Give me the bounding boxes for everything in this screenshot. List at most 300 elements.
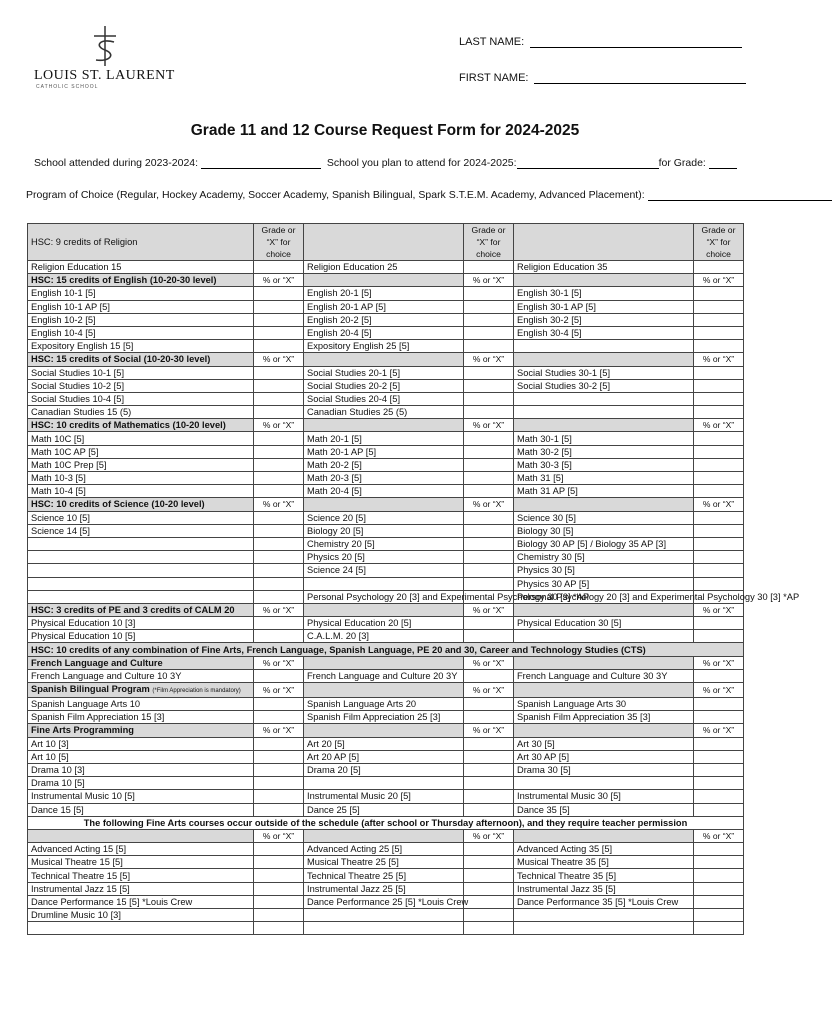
- program-label: Program of Choice (Regular, Hockey Academy, Soccer Academy, Spanish Bilingual, Spark S.T.E.M. Academy, Advanced Placement):: [26, 189, 645, 201]
- grade-input-cell[interactable]: [694, 524, 744, 537]
- course-cell: Physics 30 AP [5]: [514, 577, 694, 590]
- course-cell: [28, 564, 254, 577]
- grade-input-cell[interactable]: [464, 366, 514, 379]
- course-cell: [28, 537, 254, 550]
- table-row: [28, 287, 744, 300]
- grade-input-cell[interactable]: [254, 564, 304, 577]
- course-cell: Musical Theatre 25 [5]: [304, 856, 464, 869]
- table-row: [28, 564, 744, 577]
- course-cell: [28, 577, 254, 590]
- fine-arts-note: The following Fine Arts courses occur outside of the schedule (after school or Thursday afternoon), and they require teacher permission: [28, 816, 744, 829]
- grade-input-cell[interactable]: [694, 777, 744, 790]
- percent-or-x-label: % or “X”: [694, 603, 744, 616]
- grade-input-cell[interactable]: [694, 537, 744, 550]
- course-cell: Religion Education 15: [28, 261, 254, 274]
- course-cell: Math 20-3 [5]: [304, 472, 464, 485]
- grade-input-cell[interactable]: [254, 472, 304, 485]
- grade-input-cell[interactable]: [694, 750, 744, 763]
- table-row: [28, 340, 744, 353]
- percent-or-x-label: % or “X”: [694, 274, 744, 287]
- grade-input-cell[interactable]: [254, 895, 304, 908]
- grade-input-cell[interactable]: [694, 698, 744, 711]
- course-cell: [28, 551, 254, 564]
- percent-or-x-label: % or “X”: [254, 829, 304, 842]
- course-cell: Musical Theatre 15 [5]: [28, 856, 254, 869]
- grade-input-cell[interactable]: [464, 485, 514, 498]
- table-row: [28, 698, 744, 711]
- course-cell: Musical Theatre 35 [5]: [514, 856, 694, 869]
- grade-input-cell[interactable]: [254, 711, 304, 724]
- course-cell: Instrumental Jazz 25 [5]: [304, 882, 464, 895]
- section-title: [28, 683, 254, 698]
- grade-input-cell[interactable]: [694, 340, 744, 353]
- program-line: [26, 189, 832, 201]
- grade-input-cell[interactable]: [694, 511, 744, 524]
- grade-input-cell[interactable]: [694, 909, 744, 922]
- section-header-row: [28, 683, 744, 698]
- course-cell: Instrumental Jazz 35 [5]: [514, 882, 694, 895]
- first-name-line[interactable]: [534, 73, 746, 84]
- grade-input-cell[interactable]: [694, 366, 744, 379]
- grade-input-cell[interactable]: [464, 313, 514, 326]
- grade-input-cell[interactable]: [464, 843, 514, 856]
- course-cell: Art 20 [5]: [304, 737, 464, 750]
- grade-input-cell[interactable]: [254, 406, 304, 419]
- course-cell: Social Studies 20-1 [5]: [304, 366, 464, 379]
- course-cell: Dance 15 [5]: [28, 803, 254, 816]
- grade-input-cell[interactable]: [464, 379, 514, 392]
- grade-input-cell[interactable]: [464, 617, 514, 630]
- school-attended-blank[interactable]: [201, 158, 321, 169]
- course-cell: Canadian Studies 15 (5): [28, 406, 254, 419]
- course-cell: English 20-1 AP [5]: [304, 300, 464, 313]
- course-cell: French Language and Culture 20 3Y: [304, 669, 464, 682]
- course-table: [27, 223, 800, 935]
- percent-or-x-label: % or “X”: [694, 656, 744, 669]
- percent-or-x-label: % or “X”: [254, 656, 304, 669]
- grade-input-cell[interactable]: [464, 340, 514, 353]
- course-cell: English 10-1 AP [5]: [28, 300, 254, 313]
- grade-input-cell[interactable]: [254, 750, 304, 763]
- grade-input-cell[interactable]: [254, 326, 304, 339]
- section-header-row: [28, 829, 744, 842]
- section-header-row: [28, 353, 744, 366]
- course-cell: Instrumental Music 20 [5]: [304, 790, 464, 803]
- table-row: [28, 445, 744, 458]
- course-cell: Physics 20 [5]: [304, 551, 464, 564]
- section-spacer: [304, 353, 464, 366]
- course-cell: Religion Education 35: [514, 261, 694, 274]
- grade-input-cell[interactable]: [694, 630, 744, 643]
- percent-or-x-label: % or “X”: [254, 603, 304, 616]
- table-row: [28, 392, 744, 405]
- table-row: [28, 763, 744, 776]
- grade-input-cell[interactable]: [464, 537, 514, 550]
- grade-input-cell[interactable]: [254, 590, 304, 603]
- grade-input-cell[interactable]: [464, 790, 514, 803]
- grade-input-cell[interactable]: [254, 366, 304, 379]
- grade-input-cell[interactable]: [464, 895, 514, 908]
- grade-input-cell[interactable]: [254, 856, 304, 869]
- grade-input-cell[interactable]: [464, 287, 514, 300]
- percent-or-x-label: % or “X”: [464, 498, 514, 511]
- grade-input-cell[interactable]: [254, 669, 304, 682]
- grade-input-cell[interactable]: [254, 763, 304, 776]
- course-cell: Social Studies 10-2 [5]: [28, 379, 254, 392]
- fine-arts-note-row: [28, 816, 744, 829]
- grade-input-cell[interactable]: [694, 287, 744, 300]
- grade-choice-header: Grade or “X” for choice: [464, 224, 514, 261]
- percent-or-x-label: % or “X”: [464, 353, 514, 366]
- table-row: [28, 669, 744, 682]
- section-spacer: [514, 683, 694, 698]
- grade-input-cell[interactable]: [254, 300, 304, 313]
- grade-input-cell[interactable]: [694, 300, 744, 313]
- course-cell: Math 30-2 [5]: [514, 445, 694, 458]
- course-cell: Math 10C [5]: [28, 432, 254, 445]
- grade-input-cell[interactable]: [254, 458, 304, 471]
- grade-input-cell[interactable]: [694, 737, 744, 750]
- course-cell: Spanish Film Appreciation 15 [3]: [28, 711, 254, 724]
- percent-or-x-label: % or “X”: [694, 829, 744, 842]
- grade-input-cell[interactable]: [254, 511, 304, 524]
- percent-or-x-label: % or “X”: [464, 683, 514, 698]
- school-logo: [34, 24, 174, 94]
- program-blank[interactable]: [648, 190, 832, 201]
- course-cell: Biology 20 [5]: [304, 524, 464, 537]
- grade-input-cell[interactable]: [464, 577, 514, 590]
- grade-input-cell[interactable]: [464, 737, 514, 750]
- table-row: [28, 630, 744, 643]
- for-grade-label: for Grade:: [658, 157, 706, 169]
- section-spacer: [514, 603, 694, 616]
- grade-input-cell[interactable]: [464, 763, 514, 776]
- grade-input-cell[interactable]: [464, 909, 514, 922]
- table-row: [28, 777, 744, 790]
- percent-or-x-label: % or “X”: [464, 829, 514, 842]
- course-cell: Math 20-4 [5]: [304, 485, 464, 498]
- grade-input-cell[interactable]: [254, 777, 304, 790]
- table-row: [28, 511, 744, 524]
- grade-input-cell[interactable]: [694, 458, 744, 471]
- grade-input-cell[interactable]: [694, 472, 744, 485]
- table-row: [28, 790, 744, 803]
- table-row: [28, 366, 744, 379]
- grade-input-cell[interactable]: [254, 869, 304, 882]
- section-spacer: [514, 274, 694, 287]
- course-cell: Dance 35 [5]: [514, 803, 694, 816]
- course-cell: [514, 777, 694, 790]
- last-name-label: LAST NAME:: [459, 36, 525, 48]
- grade-input-cell[interactable]: [464, 711, 514, 724]
- section-title: [28, 498, 254, 511]
- course-cell: Math 30-1 [5]: [514, 432, 694, 445]
- table-row: [28, 379, 744, 392]
- course-cell: Math 10-4 [5]: [28, 485, 254, 498]
- section-title-text: HSC: 3 credits of PE and 3 credits of CALM 20: [31, 604, 235, 615]
- grade-input-cell[interactable]: [464, 392, 514, 405]
- grade-input-cell[interactable]: [464, 326, 514, 339]
- course-cell: Chemistry 30 [5]: [514, 551, 694, 564]
- grade-input-cell[interactable]: [254, 630, 304, 643]
- course-cell: English 30-1 [5]: [514, 287, 694, 300]
- grade-input-cell[interactable]: [694, 763, 744, 776]
- grade-input-cell[interactable]: [694, 261, 744, 274]
- percent-or-x-label: % or “X”: [464, 724, 514, 737]
- course-cell: Spanish Language Arts 20: [304, 698, 464, 711]
- section-spacer: [304, 603, 464, 616]
- grade-input-cell[interactable]: [694, 445, 744, 458]
- last-name-line[interactable]: [530, 37, 742, 48]
- grade-input-cell[interactable]: [254, 379, 304, 392]
- grade-input-cell[interactable]: [464, 856, 514, 869]
- section-spacer: [304, 724, 464, 737]
- percent-or-x-label: % or “X”: [254, 353, 304, 366]
- percent-or-x-label: % or “X”: [464, 603, 514, 616]
- grade-input-cell[interactable]: [464, 458, 514, 471]
- grade-input-cell[interactable]: [464, 564, 514, 577]
- section-header-row: [28, 603, 744, 616]
- section-note: (*Film Appreciation is mandatory): [152, 688, 241, 694]
- course-cell: [304, 909, 464, 922]
- course-cell: Expository English 15 [5]: [28, 340, 254, 353]
- grade-input-cell[interactable]: [254, 803, 304, 816]
- grade-input-cell[interactable]: [254, 445, 304, 458]
- school-subtitle: CATHOLIC SCHOOL: [36, 84, 99, 90]
- section-spacer: [514, 353, 694, 366]
- religion-header: HSC: 9 credits of Religion: [28, 224, 254, 261]
- grade-input-cell[interactable]: [694, 790, 744, 803]
- grade-input-cell[interactable]: [464, 511, 514, 524]
- course-cell: Chemistry 20 [5]: [304, 537, 464, 550]
- grade-input-cell[interactable]: [694, 617, 744, 630]
- grade-input-cell[interactable]: [464, 869, 514, 882]
- course-cell: Dance Performance 15 [5] *Louis Crew: [28, 895, 254, 908]
- table-row: [28, 406, 744, 419]
- grade-input-cell[interactable]: [464, 882, 514, 895]
- grade-input-cell[interactable]: [694, 432, 744, 445]
- section-spacer: [304, 498, 464, 511]
- course-cell: Math 10-3 [5]: [28, 472, 254, 485]
- course-cell: Instrumental Music 10 [5]: [28, 790, 254, 803]
- section-spacer: [304, 683, 464, 698]
- section-title-text: HSC: 15 credits of Social (10-20-30 level): [31, 354, 211, 365]
- grade-input-cell[interactable]: [464, 698, 514, 711]
- course-cell: Art 20 AP [5]: [304, 750, 464, 763]
- grade-input-cell[interactable]: [254, 922, 304, 935]
- grade-input-cell[interactable]: [694, 895, 744, 908]
- grade-input-cell[interactable]: [464, 669, 514, 682]
- grade-input-cell[interactable]: [254, 790, 304, 803]
- course-cell: Math 20-1 AP [5]: [304, 445, 464, 458]
- course-cell: Art 10 [3]: [28, 737, 254, 750]
- grade-input-cell[interactable]: [254, 340, 304, 353]
- course-cell: [28, 590, 254, 603]
- grade-input-cell[interactable]: [464, 406, 514, 419]
- grade-choice-header: Grade or “X” for choice: [694, 224, 744, 261]
- section-title-text: HSC: 15 credits of English (10-20-30 level): [31, 275, 217, 286]
- grade-input-cell[interactable]: [464, 300, 514, 313]
- grade-input-cell[interactable]: [254, 432, 304, 445]
- table-header-row: [28, 224, 744, 261]
- grade-input-cell[interactable]: [254, 577, 304, 590]
- percent-or-x-label: % or “X”: [254, 419, 304, 432]
- course-cell: Art 30 AP [5]: [514, 750, 694, 763]
- grade-input-cell[interactable]: [254, 617, 304, 630]
- grade-input-cell[interactable]: [694, 564, 744, 577]
- table-row: [28, 326, 744, 339]
- school-plan-blank[interactable]: [517, 158, 659, 169]
- grade-input-cell[interactable]: [464, 551, 514, 564]
- course-cell: Instrumental Music 30 [5]: [514, 790, 694, 803]
- grade-input-cell[interactable]: [694, 406, 744, 419]
- grade-input-cell[interactable]: [464, 445, 514, 458]
- grade-input-cell[interactable]: [254, 485, 304, 498]
- grade-input-cell[interactable]: [464, 432, 514, 445]
- first-name-label: FIRST NAME:: [459, 72, 529, 84]
- grade-input-cell[interactable]: [254, 261, 304, 274]
- section-title: [28, 656, 254, 669]
- section-spacer: [304, 656, 464, 669]
- table-row: [28, 300, 744, 313]
- course-cell: Science 20 [5]: [304, 511, 464, 524]
- grade-input-cell[interactable]: [694, 856, 744, 869]
- table-row: [28, 909, 744, 922]
- section-title: [28, 419, 254, 432]
- last-name-field[interactable]: [459, 36, 742, 48]
- course-cell: Math 10C Prep [5]: [28, 458, 254, 471]
- grade-input-cell[interactable]: [694, 882, 744, 895]
- grade-input-cell[interactable]: [464, 261, 514, 274]
- course-cell: Science 24 [5]: [304, 564, 464, 577]
- grade-input-cell[interactable]: [464, 524, 514, 537]
- course-cell: [514, 392, 694, 405]
- school-plan-label: School you plan to attend for 2024-2025:: [326, 157, 517, 169]
- grade-input-cell[interactable]: [694, 922, 744, 935]
- grade-input-cell[interactable]: [694, 803, 744, 816]
- course-cell: French Language and Culture 30 3Y: [514, 669, 694, 682]
- course-cell: Science 14 [5]: [28, 524, 254, 537]
- course-cell: Art 10 [5]: [28, 750, 254, 763]
- course-cell: [514, 630, 694, 643]
- course-cell: English 20-4 [5]: [304, 326, 464, 339]
- table-row: [28, 922, 744, 935]
- grade-input-cell[interactable]: [254, 524, 304, 537]
- percent-or-x-label: % or “X”: [464, 274, 514, 287]
- grade-input-cell[interactable]: [694, 869, 744, 882]
- course-cell: English 20-1 [5]: [304, 287, 464, 300]
- grade-input-cell[interactable]: [694, 379, 744, 392]
- course-cell: Personal Psychology 20 [3] and Experimental Psychology 30 [3] *AP: [514, 590, 694, 603]
- table-row: [28, 895, 744, 908]
- course-cell: Physical Education 10 [5]: [28, 630, 254, 643]
- course-cell: Personal Psychology 20 [3] and Experimental Psychology 30 [3] *AP: [304, 590, 464, 603]
- table-row: [28, 882, 744, 895]
- grade-input-cell[interactable]: [254, 313, 304, 326]
- table-row: [28, 750, 744, 763]
- course-cell: Advanced Acting 15 [5]: [28, 843, 254, 856]
- section-spacer: [304, 419, 464, 432]
- grade-input-cell[interactable]: [694, 485, 744, 498]
- course-cell: Math 10C AP [5]: [28, 445, 254, 458]
- combination-banner: HSC: 10 credits of any combination of Fine Arts, French Language, Spanish Language, PE 20 and 30, Career and Technology Studies (CTS): [28, 643, 744, 656]
- course-cell: Spanish Language Arts 10: [28, 698, 254, 711]
- grade-input-cell[interactable]: [254, 392, 304, 405]
- course-cell: Social Studies 10-4 [5]: [28, 392, 254, 405]
- course-cell: Science 30 [5]: [514, 511, 694, 524]
- grade-input-cell[interactable]: [254, 698, 304, 711]
- table-row: [28, 537, 744, 550]
- section-spacer: [304, 274, 464, 287]
- grade-input-cell[interactable]: [254, 909, 304, 922]
- table-row: [28, 472, 744, 485]
- course-cell: English 20-2 [5]: [304, 313, 464, 326]
- table-row: [28, 458, 744, 471]
- section-title: [28, 724, 254, 737]
- grade-input-cell[interactable]: [254, 551, 304, 564]
- grade-input-cell[interactable]: [694, 711, 744, 724]
- course-cell: Social Studies 10-1 [5]: [28, 366, 254, 379]
- course-cell: Drama 20 [5]: [304, 763, 464, 776]
- grade-input-cell[interactable]: [694, 577, 744, 590]
- course-cell: [514, 406, 694, 419]
- grade-input-cell[interactable]: [694, 669, 744, 682]
- grade-input-cell[interactable]: [464, 630, 514, 643]
- section-spacer: [514, 656, 694, 669]
- course-cell: [304, 922, 464, 935]
- table-row: [28, 261, 744, 274]
- course-cell: Physical Education 30 [5]: [514, 617, 694, 630]
- grade-input-cell[interactable]: [694, 392, 744, 405]
- course-cell: Physics 30 [5]: [514, 564, 694, 577]
- grade-input-cell[interactable]: [464, 777, 514, 790]
- grade-input-cell[interactable]: [254, 843, 304, 856]
- grade-input-cell[interactable]: [464, 803, 514, 816]
- grade-input-cell[interactable]: [254, 737, 304, 750]
- grade-input-cell[interactable]: [464, 472, 514, 485]
- grade-input-cell[interactable]: [464, 750, 514, 763]
- table-row: [28, 617, 744, 630]
- school-name: LOUIS ST. LAURENT: [34, 68, 175, 83]
- course-cell: Advanced Acting 35 [5]: [514, 843, 694, 856]
- course-cell: English 30-1 AP [5]: [514, 300, 694, 313]
- grade-input-cell[interactable]: [694, 551, 744, 564]
- course-cell: Science 10 [5]: [28, 511, 254, 524]
- grade-input-cell[interactable]: [464, 922, 514, 935]
- grade-input-cell[interactable]: [694, 326, 744, 339]
- table-row: [28, 803, 744, 816]
- grade-input-cell[interactable]: [254, 882, 304, 895]
- school-attended-label: School attended during 2023-2024:: [34, 157, 199, 169]
- course-cell: Spanish Film Appreciation 25 [3]: [304, 711, 464, 724]
- table-row: [28, 711, 744, 724]
- grade-input-cell[interactable]: [694, 843, 744, 856]
- grade-input-cell[interactable]: [254, 287, 304, 300]
- percent-or-x-label: % or “X”: [694, 419, 744, 432]
- first-name-field[interactable]: [459, 72, 746, 84]
- section-spacer: [514, 419, 694, 432]
- course-cell: Math 20-2 [5]: [304, 458, 464, 471]
- table-row: [28, 856, 744, 869]
- grade-input-cell[interactable]: [694, 313, 744, 326]
- page-title: Grade 11 and 12 Course Request Form for 2024-2025: [190, 122, 580, 139]
- course-cell: [304, 577, 464, 590]
- course-cell: Math 31 [5]: [514, 472, 694, 485]
- section-title: [28, 274, 254, 287]
- grade-input-cell[interactable]: [254, 537, 304, 550]
- grade-blank[interactable]: [709, 158, 737, 169]
- cross-logo-icon: [90, 24, 120, 68]
